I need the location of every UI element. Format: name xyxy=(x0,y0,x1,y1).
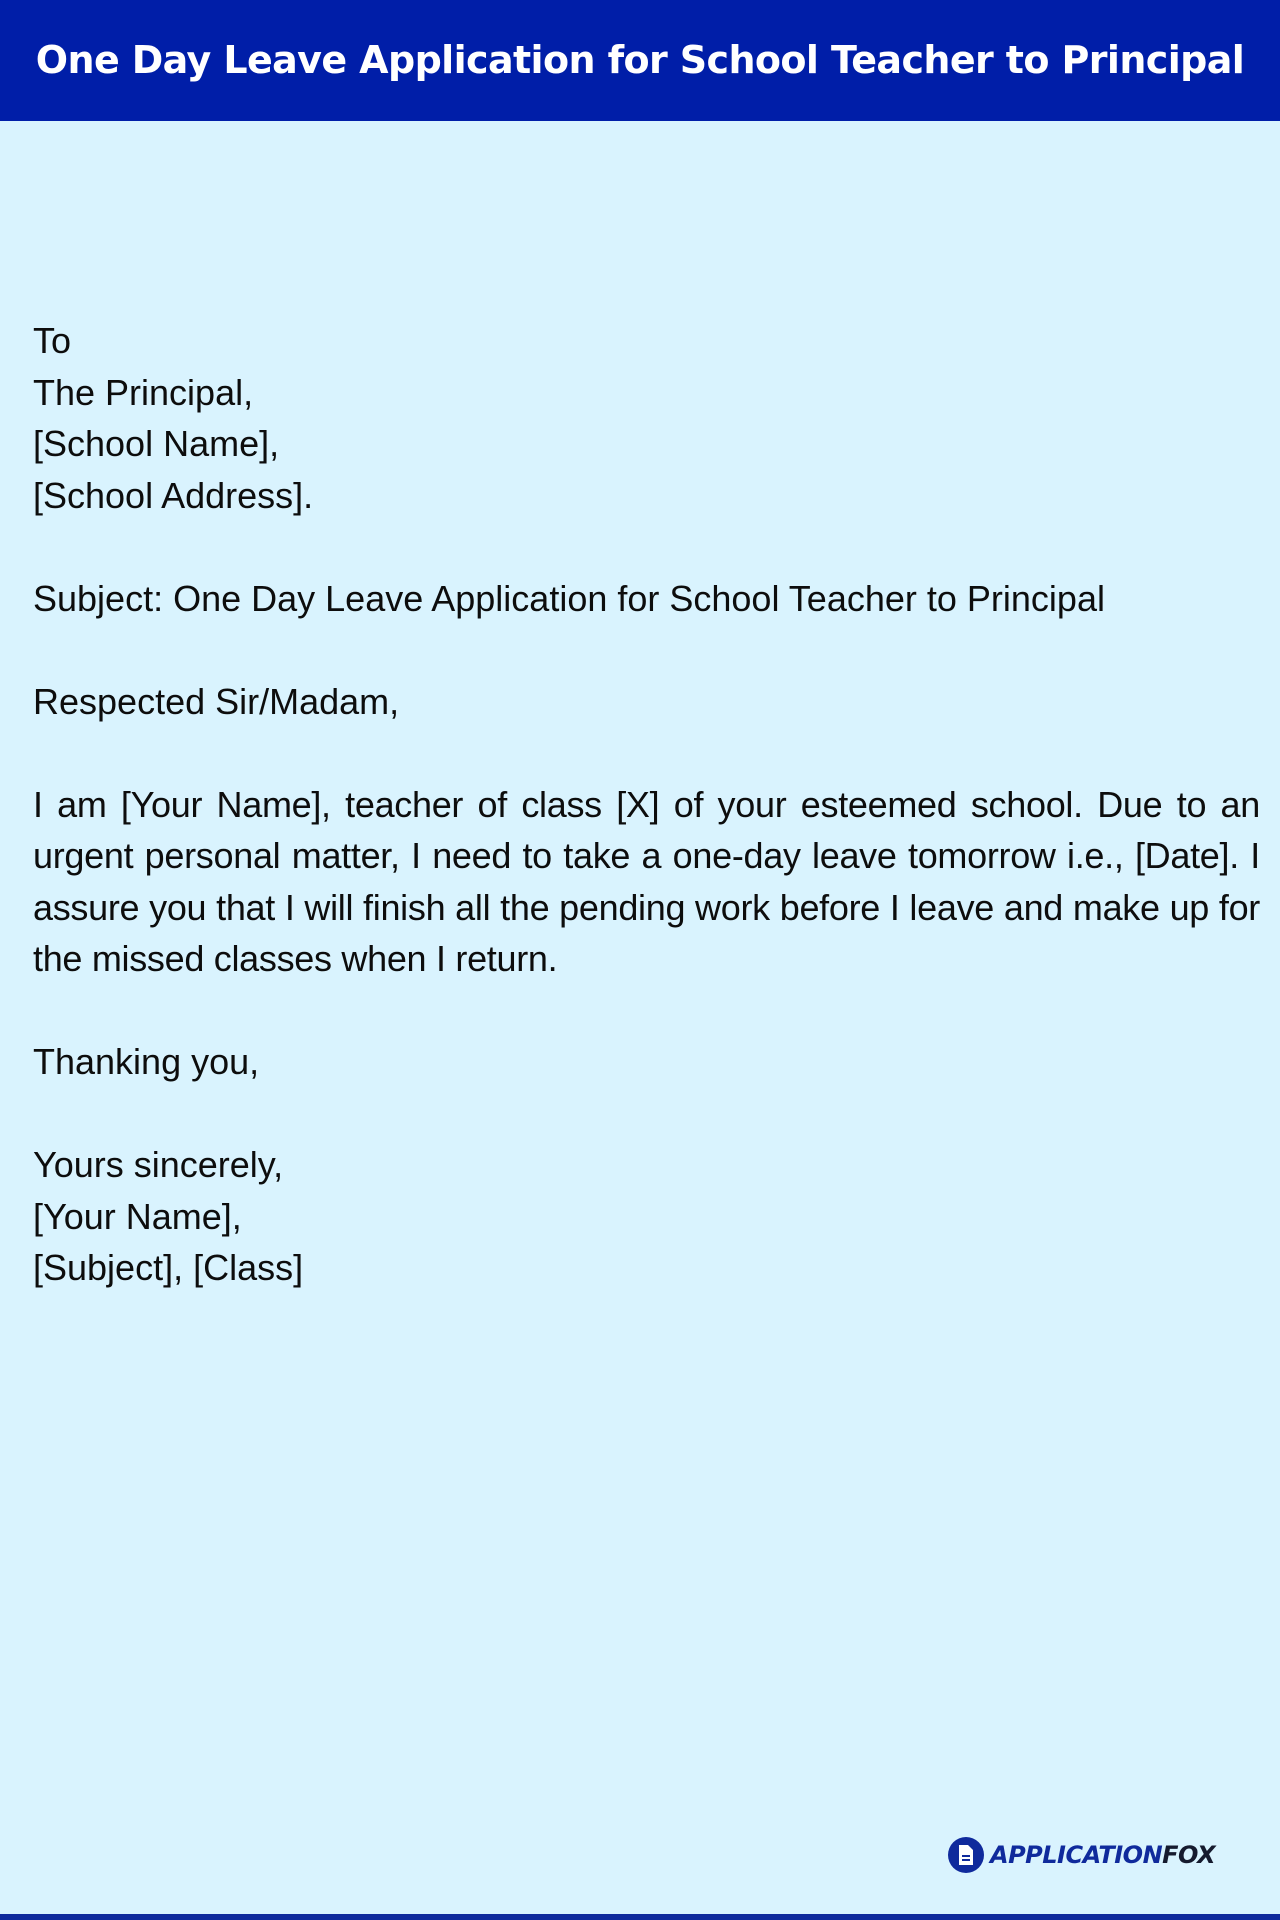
logo-text-application: APPLICATION xyxy=(990,1841,1163,1869)
letter-body: I am [Your Name], teacher of class [X] of your esteemed school. Due to an urgent personal matter, I need to take a one-day leave tomorrow i.e., [Date]. I assure you that I will finish all the pending work before I leave and make up for the missed classes when I return. xyxy=(33,783,1260,979)
signature-details: [Subject], [Class] xyxy=(33,1247,304,1288)
spacer xyxy=(33,624,1260,676)
letter-subject: Subject: One Day Leave Application for School Teacher to Principal xyxy=(33,577,1105,619)
spacer xyxy=(33,521,1260,573)
recipient-school-name: [School Name], xyxy=(33,423,280,464)
document-icon xyxy=(948,1837,984,1873)
recipient-to: To xyxy=(33,320,72,361)
spacer xyxy=(33,727,1260,779)
bottom-border xyxy=(0,1914,1280,1920)
applicationfox-logo xyxy=(948,1837,1215,1873)
page-title: One Day Leave Application for School Teacher to Principal xyxy=(35,37,1245,82)
letter-thanks: Thanking you, xyxy=(33,1041,260,1082)
spacer xyxy=(33,1088,1260,1140)
page-header xyxy=(0,0,1280,121)
logo-text xyxy=(990,1841,1215,1869)
letter-closing: Yours sincerely, xyxy=(33,1144,284,1185)
recipient-designation: The Principal, xyxy=(33,371,254,413)
letter-content xyxy=(33,315,1260,1294)
signature-name: [Your Name], xyxy=(33,1195,242,1237)
recipient-school-address: [School Address]. xyxy=(33,474,314,516)
logo-text-fox: FOX xyxy=(1162,1841,1216,1869)
letter-salutation: Respected Sir/Madam, xyxy=(33,680,400,722)
spacer xyxy=(33,985,1260,1037)
